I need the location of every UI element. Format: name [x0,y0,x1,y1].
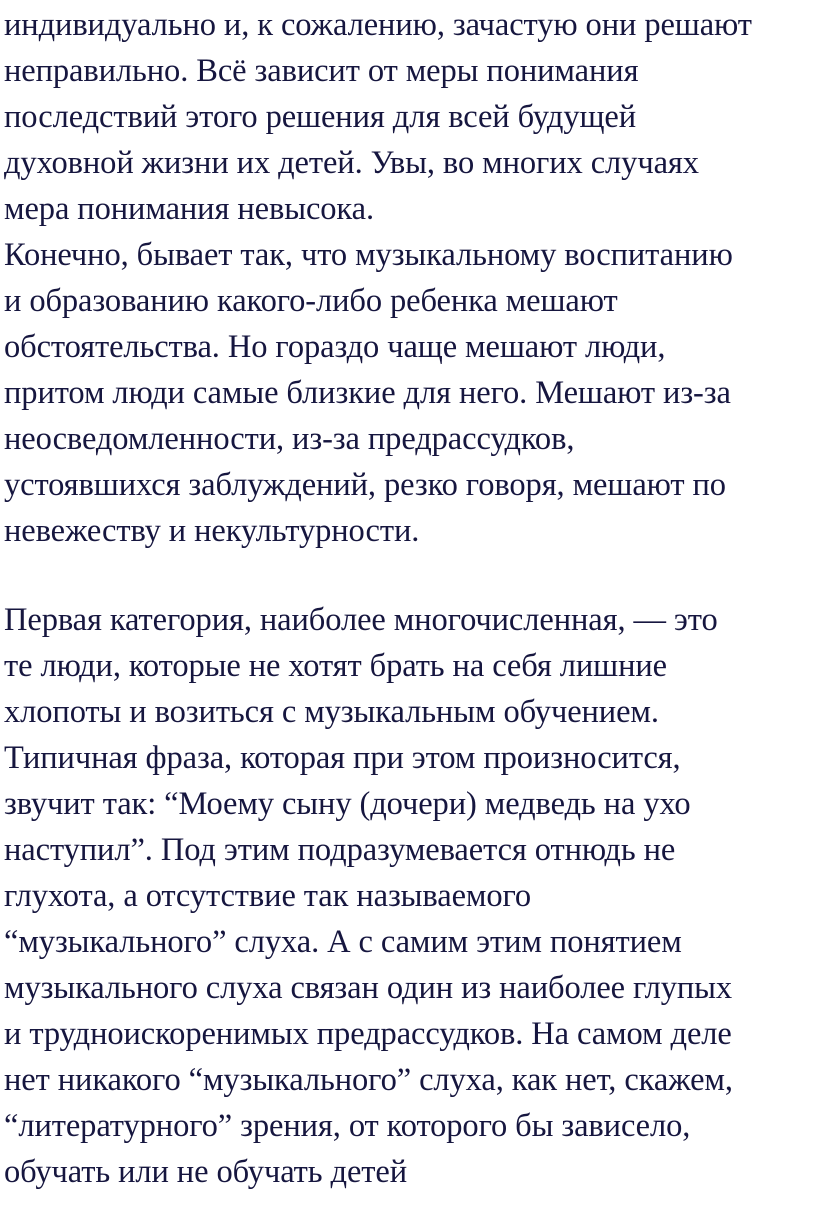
text-line: “музыкального” слуха. А с самим этим понятием [4,924,682,960]
text-line: нет никакого “музыкального” слуха, как нет, скажем, [4,1062,733,1098]
text-line: те люди, которые не хотят брать на себя лишние [4,648,667,684]
text-line: индивидуально и, к сожалению, зачастую они решают [4,7,752,43]
text-line: Конечно, бывает так, что музыкальному воспитанию [4,237,733,273]
text-line: Типичная фраза, которая при этом произносится, [4,740,681,776]
text-line: глухота, а отсутствие так называемого [4,878,532,914]
paragraph-block-2 [4,597,816,1195]
text-line: устоявшихся заблуждений, резко говоря, мешают по [4,467,726,503]
text-line: хлопоты и возиться с музыкальным обучением. [4,694,659,730]
text-line: мера понимания невысока. [4,191,374,227]
text-line: последствий этого решения для всей будущей [4,99,637,135]
text-line: Первая категория, наиболее многочисленная, — это [4,602,718,638]
text-line: “литературного” зрения, от которого бы зависело, [4,1108,691,1144]
text-line: невежеству и некультурности. [4,513,420,549]
text-line: неосведомленности, из-за предрассудков, [4,421,575,457]
text-line: притом люди самые близкие для него. Мешают из-за [4,375,731,411]
text-line: неправильно. Всё зависит от меры понимания [4,53,639,89]
text-line: музыкального слуха связан один из наиболее глупых [4,970,733,1006]
paragraph-block-1 [4,2,816,554]
text-line: обучать или не обучать детей [4,1154,408,1190]
text-line: и образованию какого-либо ребенка мешают [4,283,618,319]
text-line: духовной жизни их детей. Увы, во многих случаях [4,145,699,181]
text-line: и трудноискоренимых предрассудков. На самом деле [4,1016,732,1052]
text-line: звучит так: “Моему сыну (дочери) медведь на ухо [4,786,691,822]
text-line: наступил”. Под этим подразумевается отнюдь не [4,832,676,868]
text-line: обстоятельства. Но гораздо чаще мешают люди, [4,329,666,365]
